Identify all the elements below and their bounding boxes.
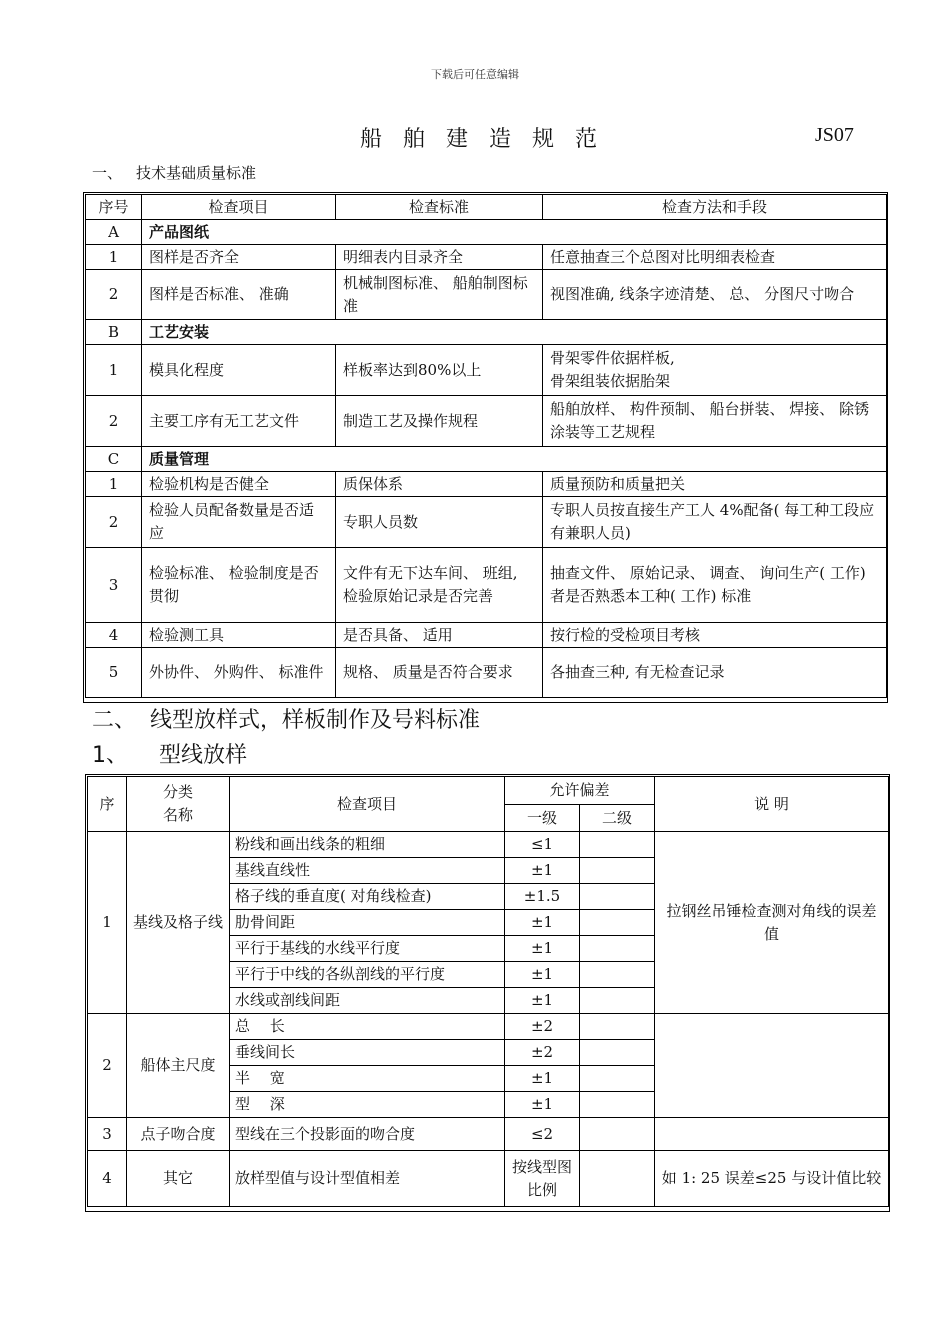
check-method: 视图准确, 线条字迹清楚、 总、 分图尺寸吻合 [543, 270, 887, 320]
grade1-value: ≤2 [505, 1118, 580, 1151]
category-name: 基线及格子线 [127, 832, 230, 1014]
grade1-value: ±1 [505, 1066, 580, 1092]
header-category [127, 777, 230, 832]
check-item: 平行于中线的各纵剖线的平行度 [230, 962, 505, 988]
grade2-value [580, 988, 655, 1014]
header-seq: 序 [88, 777, 127, 832]
table-row [88, 1014, 889, 1040]
quality-standard-table [85, 194, 887, 698]
grade1-value: ≤1 [505, 832, 580, 858]
check-method: 按行检的受检项目考核 [543, 623, 887, 648]
check-method: 任意抽查三个总图对比明细表检查 [543, 245, 887, 270]
subsection-title: 型线放样 [159, 743, 248, 768]
document-code: JS07 [815, 124, 854, 146]
row-number: 2 [86, 497, 142, 548]
table-row [86, 270, 887, 320]
table-row [88, 1151, 889, 1207]
check-method-line: 骨架组装依据胎架 [550, 372, 671, 390]
row-number: 2 [86, 270, 142, 320]
row-number: 3 [86, 548, 142, 623]
group-name: 工艺安装 [142, 320, 887, 345]
table-row [86, 472, 887, 497]
table-row [88, 1118, 889, 1151]
grade1-value: ±2 [505, 1014, 580, 1040]
grade2-value [580, 1118, 655, 1151]
check-method [543, 345, 887, 396]
check-item: 检验测工具 [142, 623, 336, 648]
remark: 拉钢丝吊锤检查测对角线的误差值 [655, 832, 889, 1014]
table-row [86, 648, 887, 698]
grade2-value [580, 1092, 655, 1118]
check-standard: 规格、 质量是否符合要求 [336, 648, 543, 698]
grade2-value [580, 884, 655, 910]
header-cell: 检查方法和手段 [543, 195, 887, 220]
header-item: 检查项目 [230, 777, 505, 832]
header-note: 下载后可任意编辑 [431, 68, 519, 81]
table-row [88, 832, 889, 858]
subsection-heading [92, 738, 247, 769]
row-number: 2 [88, 1014, 127, 1118]
group-row [86, 320, 887, 345]
header-category-line: 名称 [162, 806, 193, 824]
table-row [86, 396, 887, 447]
check-item: 肋骨间距 [230, 910, 505, 936]
group-letter: B [86, 320, 142, 345]
header-grade2: 二级 [580, 805, 655, 832]
check-item: 粉线和画出线条的粗细 [230, 832, 505, 858]
check-item: 水线或剖线间距 [230, 988, 505, 1014]
grade1-value: ±1 [505, 962, 580, 988]
grade2-value [580, 962, 655, 988]
check-item: 型 深 [230, 1092, 505, 1118]
remark [655, 1118, 889, 1151]
header-cell: 检查项目 [142, 195, 336, 220]
check-item: 型线在三个投影面的吻合度 [230, 1118, 505, 1151]
table-row [86, 497, 887, 548]
check-standard: 样板率达到80%以上 [336, 345, 543, 396]
table-header-row [88, 777, 889, 805]
group-name: 产品图纸 [142, 220, 887, 245]
check-item: 总 长 [230, 1014, 505, 1040]
check-item: 格子线的垂直度( 对角线检查) [230, 884, 505, 910]
remark: 如 1: 25 误差≤25 与设计值比较 [655, 1151, 889, 1207]
group-letter: A [86, 220, 142, 245]
table-row [86, 245, 887, 270]
check-method: 抽查文件、 原始记录、 调查、 询问生产( 工作) 者是否熟悉本工种( 工作) 标准 [543, 548, 887, 623]
table-row [86, 623, 887, 648]
subsection-number: 1、 [92, 743, 128, 768]
quality-standard-table-frame [83, 192, 888, 703]
grade2-value [580, 1014, 655, 1040]
row-number: 1 [86, 472, 142, 497]
check-item: 放样型值与设计型值相差 [230, 1151, 505, 1207]
grade1-value: ±2 [505, 1040, 580, 1066]
category-name: 点子吻合度 [127, 1118, 230, 1151]
check-method-line: 骨架零件依据样板, [550, 349, 675, 367]
check-method: 各抽查三种, 有无检查记录 [543, 648, 887, 698]
check-standard: 文件有无下达车间、 班组, 检验原始记录是否完善 [336, 548, 543, 623]
grade1-value: ±1 [505, 1092, 580, 1118]
check-item: 平行于基线的水线平行度 [230, 936, 505, 962]
check-item: 检验标准、 检验制度是否贯彻 [142, 548, 336, 623]
check-item: 主要工序有无工艺文件 [142, 396, 336, 447]
grade2-value [580, 1151, 655, 1207]
row-number: 3 [88, 1118, 127, 1151]
category-name: 船体主尺度 [127, 1014, 230, 1118]
row-number: 1 [88, 832, 127, 1014]
table-row [86, 548, 887, 623]
check-item: 垂线间长 [230, 1040, 505, 1066]
group-letter: C [86, 447, 142, 472]
row-number: 4 [88, 1151, 127, 1207]
check-item: 图样是否标准、 准确 [142, 270, 336, 320]
section2-number: 二、 [92, 708, 137, 733]
grade2-value [580, 832, 655, 858]
header-category-line: 分类 [162, 783, 193, 801]
grade2-value [580, 936, 655, 962]
group-name: 质量管理 [142, 447, 887, 472]
check-item: 基线直线性 [230, 858, 505, 884]
check-standard: 专职人员数 [336, 497, 543, 548]
header-cell: 序号 [86, 195, 142, 220]
category-name: 其它 [127, 1151, 230, 1207]
check-method: 船舶放样、 构件预制、 船台拼装、 焊接、 除锈涂装等工艺规程 [543, 396, 887, 447]
check-standard: 质保体系 [336, 472, 543, 497]
check-item: 检验人员配备数量是否适应 [142, 497, 336, 548]
section1-heading [92, 162, 256, 183]
check-standard: 制造工艺及操作规程 [336, 396, 543, 447]
grade1-value: 按线型图比例 [505, 1151, 580, 1207]
check-standard: 机械制图标准、 船舶制图标准 [336, 270, 543, 320]
section1-number: 一、 [92, 164, 123, 182]
check-method: 质量预防和质量把关 [543, 472, 887, 497]
row-number: 1 [86, 345, 142, 396]
grade1-value: ±1 [505, 858, 580, 884]
header-grade1: 一级 [505, 805, 580, 832]
check-item: 半 宽 [230, 1066, 505, 1092]
grade2-value [580, 1066, 655, 1092]
check-item: 模具化程度 [142, 345, 336, 396]
section2-title: 线型放样式，样板制作及号料标准 [150, 708, 481, 733]
row-number: 1 [86, 245, 142, 270]
row-number: 4 [86, 623, 142, 648]
table-row [86, 345, 887, 396]
header-tolerance: 允许偏差 [505, 777, 655, 805]
document-title: 船 舶 建 造 规 范 [360, 127, 604, 152]
check-method: 专职人员按直接生产工人 4%配备( 每工种工段应有兼职人员) [543, 497, 887, 548]
header-remark: 说 明 [655, 777, 889, 832]
row-number: 5 [86, 648, 142, 698]
header-cell: 检查标准 [336, 195, 543, 220]
lofting-table-frame [85, 774, 890, 1212]
grade2-value [580, 858, 655, 884]
grade1-value: ±1.5 [505, 884, 580, 910]
grade1-value: ±1 [505, 936, 580, 962]
check-standard: 明细表内目录齐全 [336, 245, 543, 270]
check-item: 外协件、 外购件、 标准件 [142, 648, 336, 698]
section1-title: 技术基础质量标准 [136, 164, 257, 182]
grade1-value: ±1 [505, 988, 580, 1014]
remark [655, 1014, 889, 1118]
group-row [86, 220, 887, 245]
lofting-table [87, 776, 889, 1207]
check-standard: 是否具备、 适用 [336, 623, 543, 648]
grade1-value: ±1 [505, 910, 580, 936]
grade2-value [580, 910, 655, 936]
row-number: 2 [86, 396, 142, 447]
section2-heading [92, 703, 480, 734]
grade2-value [580, 1040, 655, 1066]
table-header-row [86, 195, 887, 220]
group-row [86, 447, 887, 472]
check-item: 图样是否齐全 [142, 245, 336, 270]
check-item: 检验机构是否健全 [142, 472, 336, 497]
